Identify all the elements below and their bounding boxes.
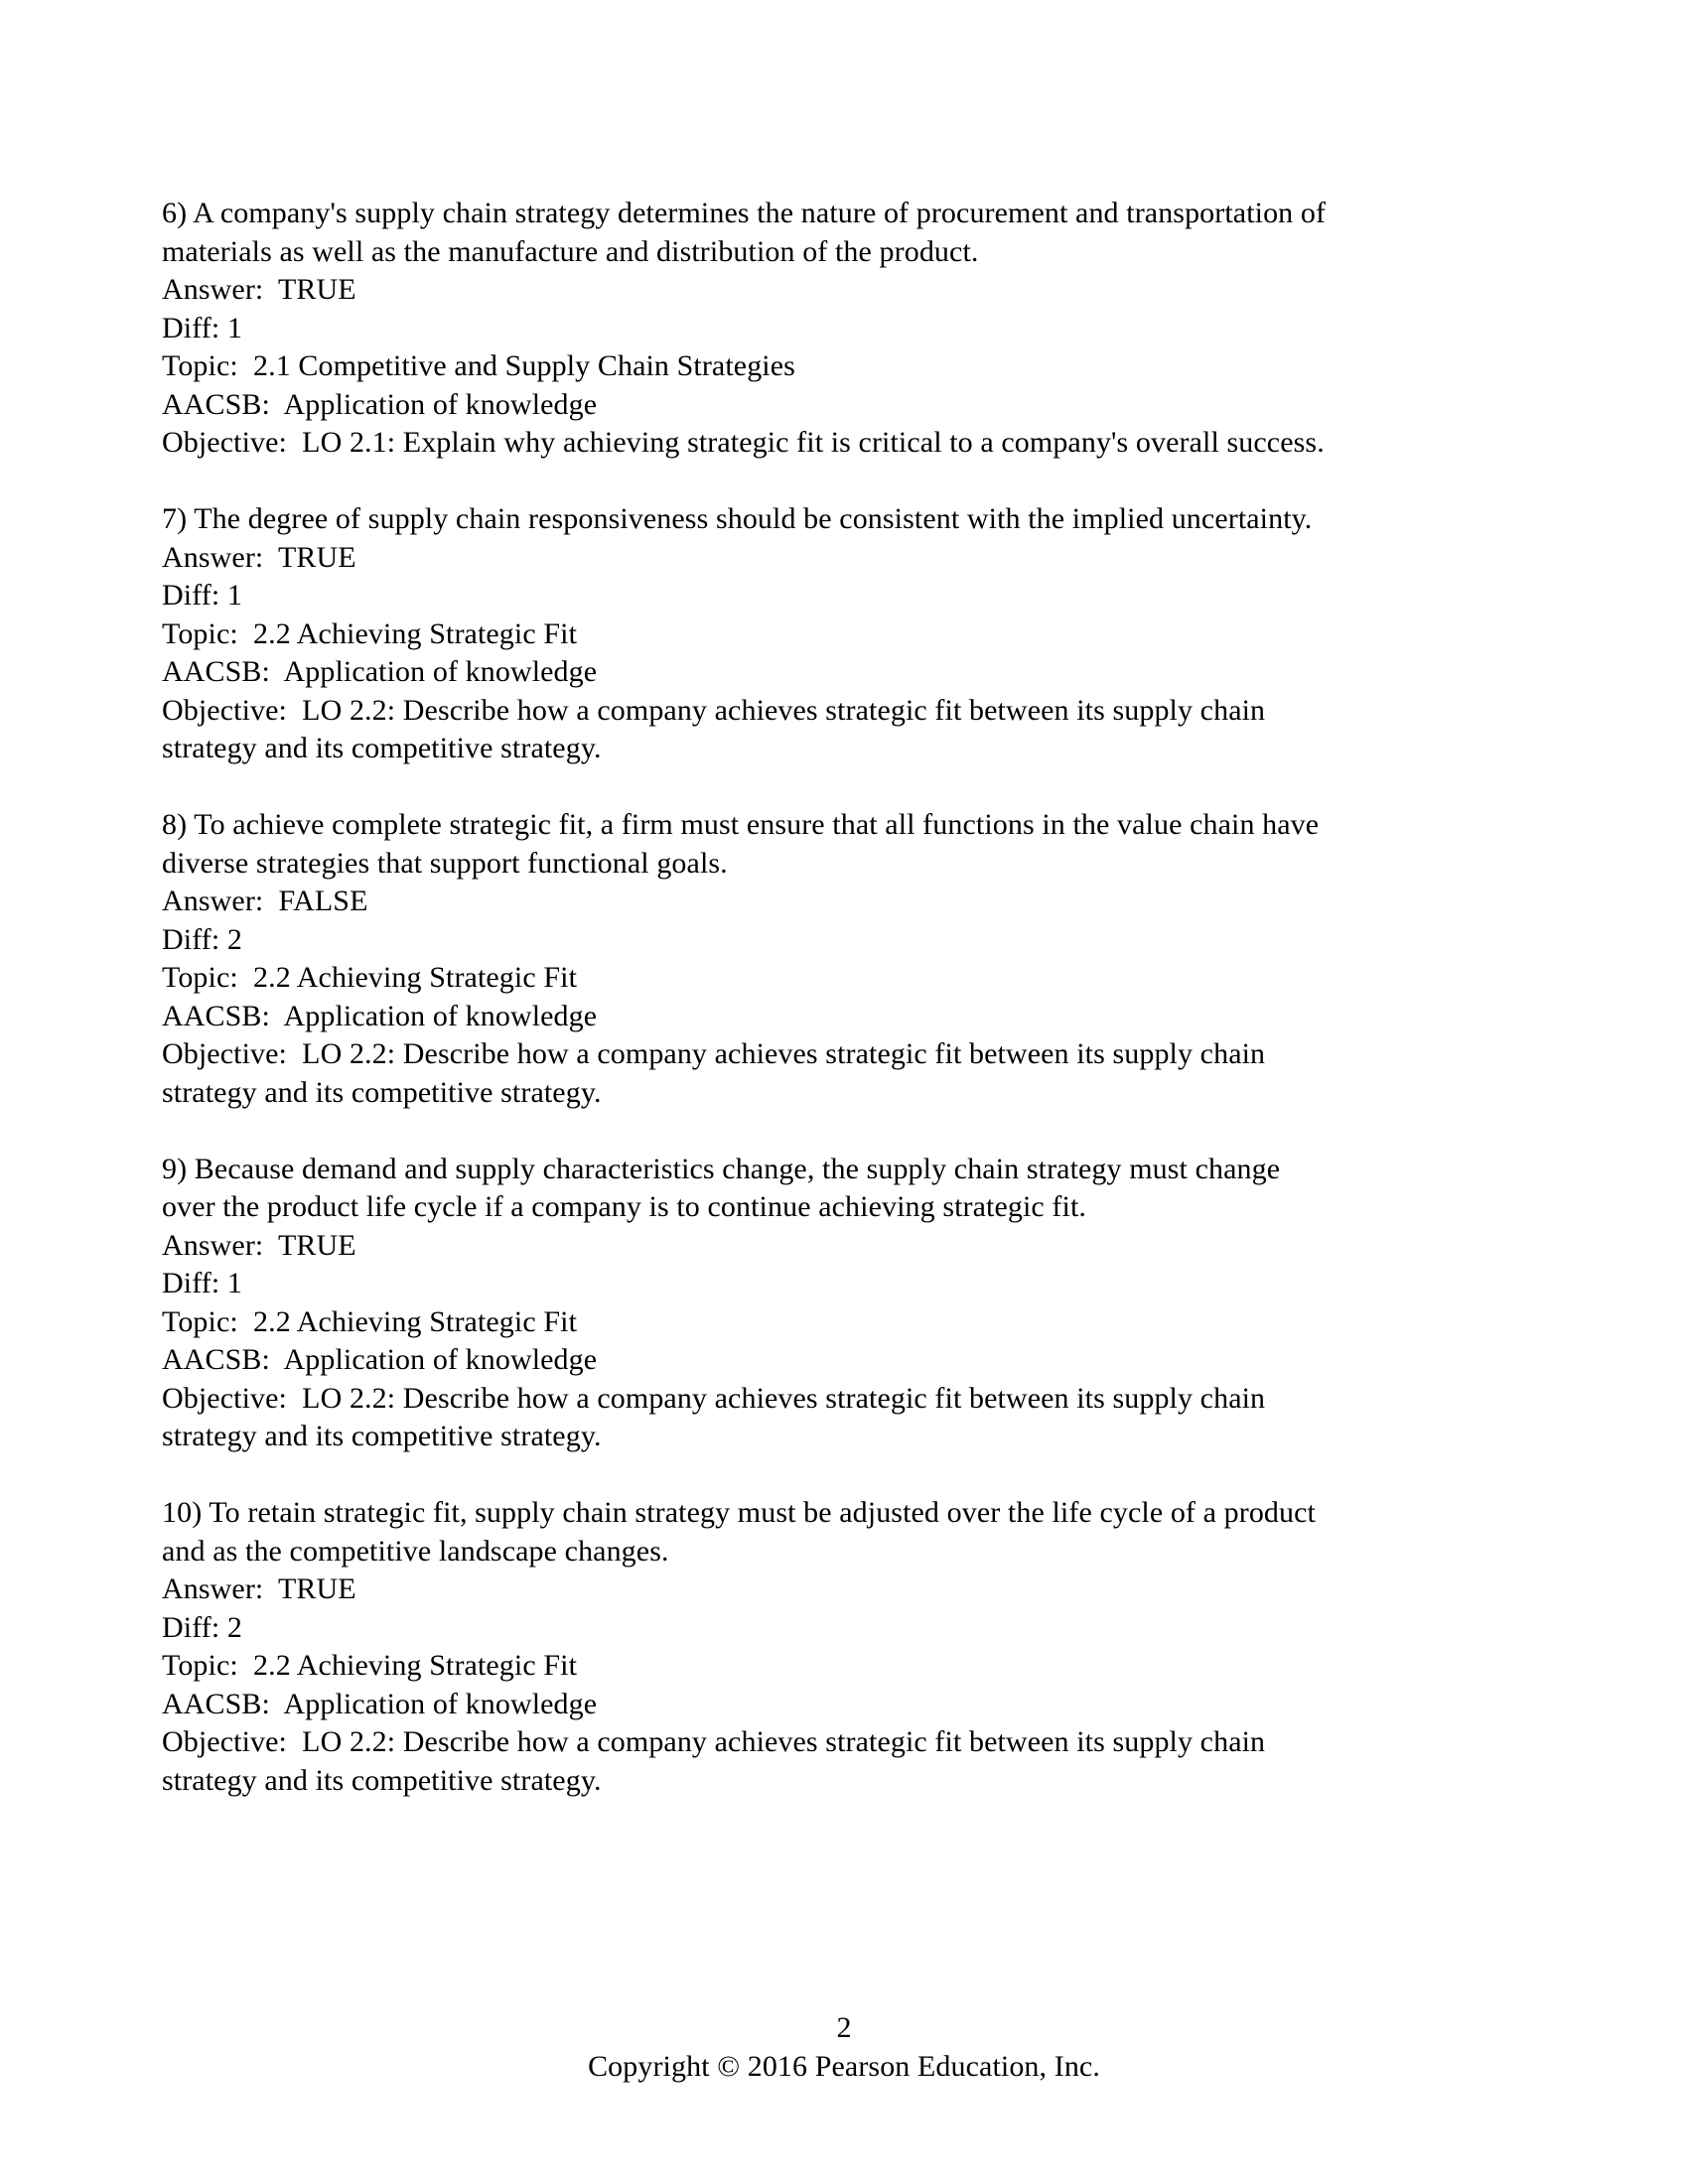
text-line: AACSB: Application of knowledge <box>162 999 598 1032</box>
text-line: over the product life cycle if a company is to continue achieving strategic fit. <box>162 1190 1086 1223</box>
text-line: Topic: 2.1 Competitive and Supply Chain Strategies <box>162 349 795 382</box>
text-line: Objective: LO 2.2: Describe how a company achieves strategic fit between its supply chain <box>162 1381 1266 1415</box>
text-line: Answer: TRUE <box>162 1228 356 1262</box>
text-line: Diff: 1 <box>162 579 242 612</box>
text-line: and as the competitive landscape changes. <box>162 1534 669 1568</box>
text-line: strategy and its competitive strategy. <box>162 1763 602 1797</box>
text-line: AACSB: Application of knowledge <box>162 1343 598 1376</box>
text-line: AACSB: Application of knowledge <box>162 1687 598 1720</box>
text-line: Topic: 2.2 Achieving Strategic Fit <box>162 1649 578 1682</box>
question-block-9 <box>162 1151 1542 1456</box>
text-line: strategy and its competitive strategy. <box>162 1420 602 1452</box>
text-line: Diff: 2 <box>162 922 242 956</box>
question-list <box>162 195 1542 1839</box>
text-line: Objective: LO 2.2: Describe how a company achieves strategic fit between its supply chain <box>162 693 1266 727</box>
text-line: 9) Because demand and supply characteristics change, the supply chain strategy must change <box>162 1152 1281 1185</box>
text-line: strategy and its competitive strategy. <box>162 732 602 764</box>
question-block-6 <box>162 195 1542 463</box>
text-line: strategy and its competitive strategy. <box>162 1075 602 1109</box>
text-line: Answer: FALSE <box>162 885 368 917</box>
text-line: AACSB: Application of knowledge <box>162 655 598 688</box>
text-line: 10) To retain strategic fit, supply chain strategy must be adjusted over the life cycle of a product <box>162 1496 1316 1529</box>
question-block-10 <box>162 1494 1542 1800</box>
text-line: materials as well as the manufacture and distribution of the product. <box>162 234 979 268</box>
text-line: AACSB: Application of knowledge <box>162 387 598 421</box>
copyright-notice: Copyright © 2016 Pearson Education, Inc. <box>588 2049 1100 2083</box>
text-line: Objective: LO 2.1: Explain why achieving strategic fit is critical to a company's overall success. <box>162 426 1325 459</box>
text-line: 8) To achieve complete strategic fit, a firm must ensure that all functions in the value chain have <box>162 808 1320 841</box>
page-footer <box>0 2009 1688 2086</box>
text-line: Diff: 1 <box>162 311 242 344</box>
text-line: Answer: TRUE <box>162 1572 356 1605</box>
text-line: Diff: 2 <box>162 1610 242 1644</box>
text-line: Topic: 2.2 Achieving Strategic Fit <box>162 961 578 994</box>
question-block-8 <box>162 806 1542 1112</box>
text-line: Answer: TRUE <box>162 540 356 574</box>
text-line: diverse strategies that support functional goals. <box>162 846 728 880</box>
page-number: 2 <box>836 2011 852 2044</box>
text-line: Objective: LO 2.2: Describe how a company achieves strategic fit between its supply chain <box>162 1037 1266 1070</box>
question-block-7 <box>162 500 1542 768</box>
text-line: Topic: 2.2 Achieving Strategic Fit <box>162 1304 578 1338</box>
text-line: Answer: TRUE <box>162 273 356 306</box>
text-line: Topic: 2.2 Achieving Strategic Fit <box>162 616 578 650</box>
text-line: 6) A company's supply chain strategy determines the nature of procurement and transportation of <box>162 197 1327 229</box>
text-line: Diff: 1 <box>162 1267 242 1299</box>
text-line: 7) The degree of supply chain responsiveness should be consistent with the implied uncertainty. <box>162 502 1313 535</box>
text-line: Objective: LO 2.2: Describe how a company achieves strategic fit between its supply chain <box>162 1725 1266 1758</box>
